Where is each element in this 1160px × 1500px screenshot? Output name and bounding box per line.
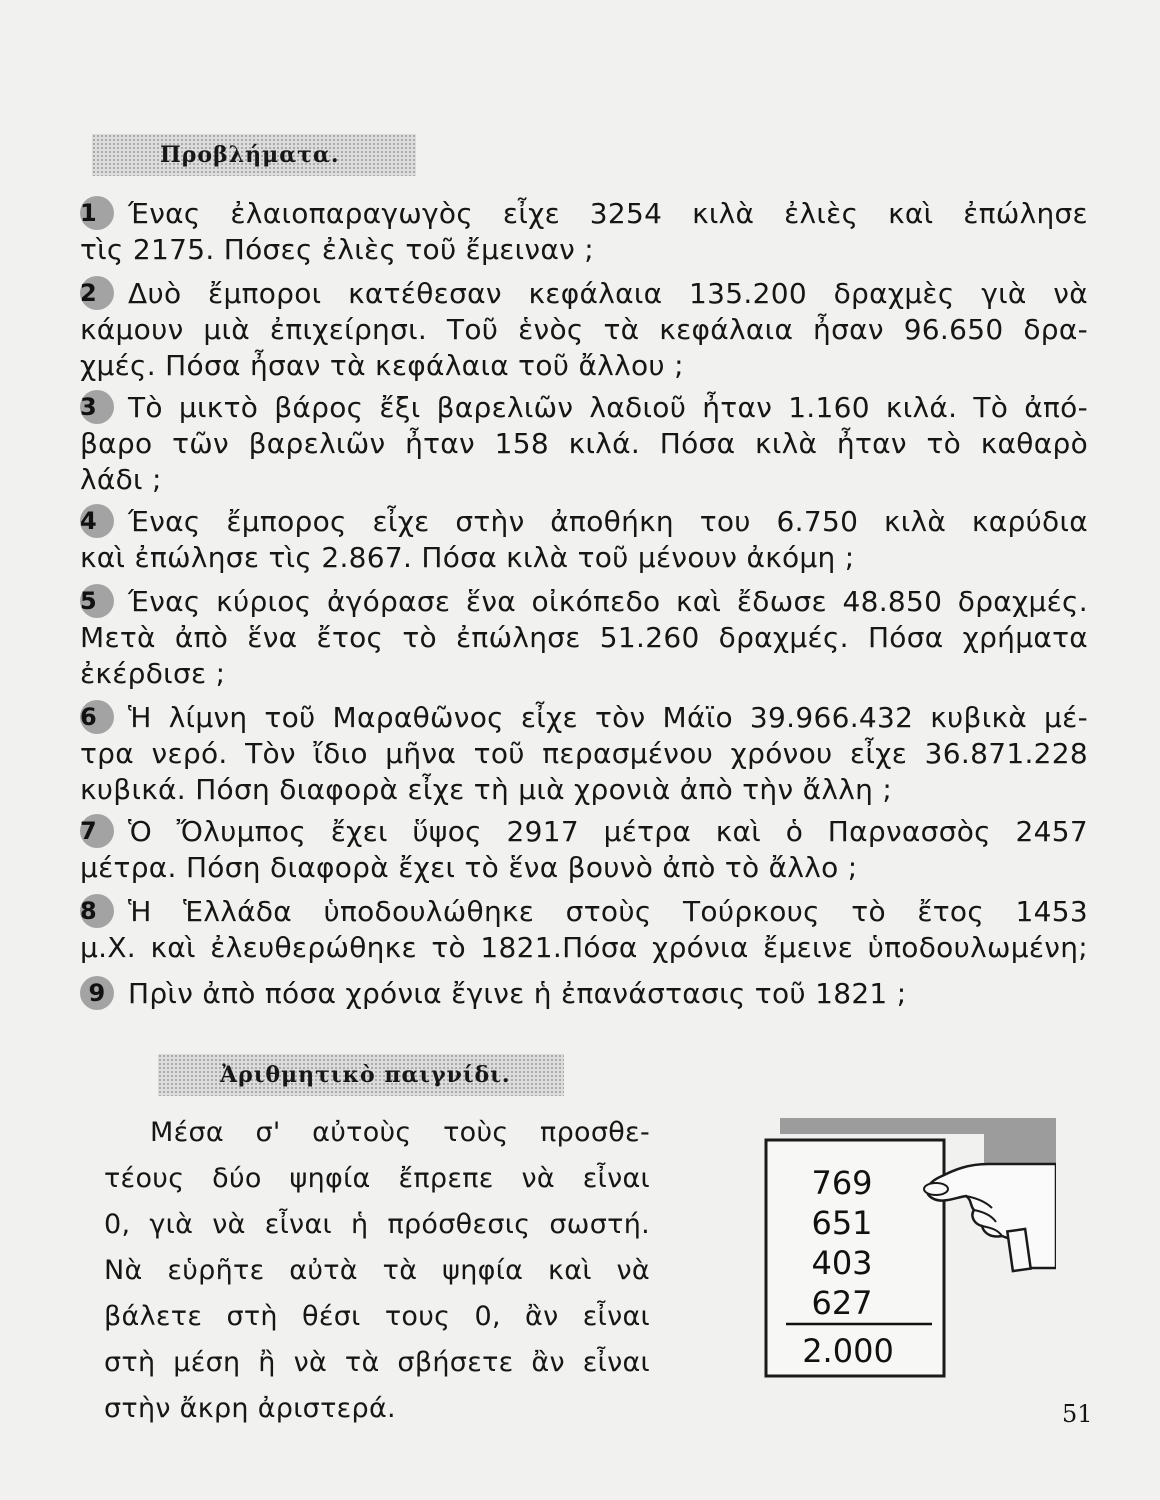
game-text-line: Νὰ εὑρῆτε αὐτὰ τὰ ψηφία καὶ νὰ xyxy=(104,1255,650,1286)
problem-text-line: καὶ ἐπώλησε τὶς 2.867. Πόσα κιλὰ τοῦ μένουν ἀκόμη ; xyxy=(80,541,855,574)
problem-text-line: τὶς 2175. Πόσες ἐλιὲς τοῦ ἔμειναν ; xyxy=(80,233,594,266)
problem-text-line: κάμουν μιὰ ἐπιχείρησι. Τοῦ ἑνὸς τὰ κεφάλαια ἦσαν 96.650 δρα- xyxy=(80,313,1088,346)
problem-text-line: χμές. Πόσα ἦσαν τὰ κεφάλαια τοῦ ἄλλου ; xyxy=(80,349,684,382)
sum-result: 2.000 xyxy=(802,1332,894,1370)
problem-text-line: Ένας ἐλαιοπαραγωγὸς εἶχε 3254 κιλὰ ἐλιὲς καὶ ἐπώλησε xyxy=(128,197,1088,230)
problem-text-line: κυβικά. Πόση διαφορὰ εἶχε τὴ μιὰ χρονιὰ ἀπὸ τὴν ἄλλη ; xyxy=(80,773,893,806)
problem-text-line: ἐκέρδισε ; xyxy=(80,657,226,690)
addend-4: 627 xyxy=(811,1284,873,1322)
problem-text-line: μέτρα. Πόση διαφορὰ ἔχει τὸ ἕνα βουνὸ ἀπὸ τὸ ἄλλο ; xyxy=(80,851,858,884)
problem-number-badge: 9 xyxy=(80,976,114,1010)
problem-text-line: Τὸ μικτὸ βάρος ἔξι βαρελιῶν λαδιοῦ ἦταν 1.160 κιλά. Τὸ ἀπό- xyxy=(128,391,1088,424)
problem-text-line: Μετὰ ἀπὸ ἕνα ἔτος τὸ ἐπώλησε 51.260 δραχμές. Πόσα χρήματα xyxy=(80,621,1088,654)
game-text-line: τέους δύο ψηφία ἔπρεπε νὰ εἶναι xyxy=(104,1163,650,1194)
problem-number-badge: 8 xyxy=(80,894,114,928)
problem-text-line: Ἡ λίμνη τοῦ Μαραθῶνος εἶχε τὸν Μάϊο 39.966.432 κυβικὰ μέ- xyxy=(128,701,1088,734)
problem-text-line: Ένας ἔμπορος εἶχε στὴν ἀποθήκη του 6.750 κιλὰ καρύδια xyxy=(128,505,1088,538)
problem-number-badge: 2 xyxy=(80,276,114,310)
problem-text-line: Ἡ Ἑλλάδα ὑποδουλώθηκε στοὺς Τούρκους τὸ ἔτος 1453 xyxy=(128,895,1088,928)
problem-6 xyxy=(80,700,1088,808)
problem-8 xyxy=(80,894,1088,966)
problem-number-badge: 1 xyxy=(80,196,114,230)
problems-heading: Προβλήματα. xyxy=(92,134,416,176)
arithmetic-game-heading: Ἀριθμητικὸ παιγνίδι. xyxy=(158,1054,564,1096)
problem-4 xyxy=(80,504,1088,576)
addend-2: 651 xyxy=(811,1204,873,1242)
problem-number-badge: 6 xyxy=(80,700,114,734)
problem-7 xyxy=(80,814,1088,886)
problem-5 xyxy=(80,584,1088,692)
game-text-line: στὴν ἄκρη ἀριστερά. xyxy=(104,1393,396,1424)
problem-text-line: λάδι ; xyxy=(80,463,162,496)
problem-number-badge: 5 xyxy=(80,584,114,618)
problem-text-line: Δυὸ ἔμποροι κατέθεσαν κεφάλαια 135.200 δραχμὲς γιὰ νὰ xyxy=(128,277,1088,310)
problem-text-line: μ.Χ. καὶ ἐλευθερώθηκε τὸ 1821.Πόσα χρόνια ἔμεινε ὑποδουλωμένη; xyxy=(80,931,1088,964)
problem-3 xyxy=(80,390,1088,498)
page-number: 51 xyxy=(1062,1400,1093,1428)
arithmetic-game-text xyxy=(104,1110,650,1432)
game-text-line: στὴ μέση ἢ νὰ τὰ σβήσετε ἂν εἶναι xyxy=(104,1347,650,1378)
addend-1: 769 xyxy=(811,1164,873,1202)
problem-text-line: Ένας κύριος ἀγόρασε ἕνα οἰκόπεδο καὶ ἔδωσε 48.850 δραχμές. xyxy=(128,585,1088,618)
problem-number-badge: 4 xyxy=(80,504,114,538)
addition-card-illustration xyxy=(756,1118,1056,1388)
problem-text-line: Πρὶν ἀπὸ πόσα χρόνια ἔγινε ἡ ἐπανάστασις τοῦ 1821 ; xyxy=(128,977,907,1010)
problem-text-line: Ὁ Ὄλυμπος ἔχει ὕψος 2917 μέτρα καὶ ὁ Παρνασσὸς 2457 xyxy=(128,815,1088,848)
problem-9 xyxy=(80,976,1088,1012)
problem-number-badge: 7 xyxy=(80,814,114,848)
problem-1 xyxy=(80,196,1088,268)
problem-number-badge: 3 xyxy=(80,390,114,424)
addend-3: 403 xyxy=(811,1244,873,1282)
game-text-line: 0, γιὰ νὰ εἶναι ἡ πρόσθεσις σωστή. xyxy=(104,1209,650,1240)
problem-text-line: βαρο τῶν βαρελιῶν ἦταν 158 κιλά. Πόσα κιλὰ ἦταν τὸ καθαρὸ xyxy=(80,427,1088,460)
problem-text-line: τρα νερό. Τὸν ἴδιο μῆνα τοῦ περασμένου χρόνου εἶχε 36.871.228 xyxy=(80,737,1088,770)
game-text-line: βάλετε στὴ θέσι τους 0, ἂν εἶναι xyxy=(104,1301,650,1332)
problem-2 xyxy=(80,276,1088,384)
game-text-line: Μέσα σ' αὐτοὺς τοὺς προσθε- xyxy=(150,1117,650,1148)
